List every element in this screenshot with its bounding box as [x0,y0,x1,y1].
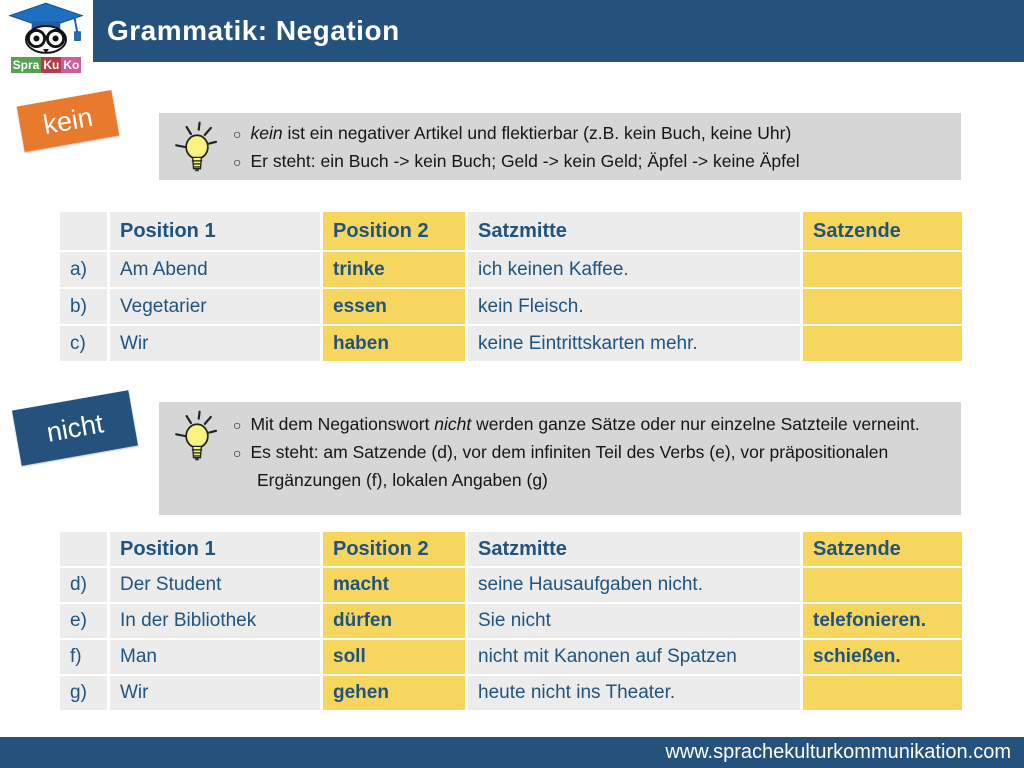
position2-cell: soll [322,639,467,675]
bullet-circle-icon: ○ [233,445,242,461]
position2-cell: gehen [322,675,467,711]
bullet-circle-icon: ○ [233,126,242,142]
note-line [233,439,923,494]
table-row [59,603,964,639]
satzmitte-cell: heute nicht ins Theater. [467,675,802,711]
position2-cell: trinke [322,251,467,288]
position2-cell: macht [322,567,467,603]
position1-cell: Am Abend [109,251,322,288]
column-header: Position 1 [109,211,322,251]
satzmitte-cell: nicht mit Kanonen auf Spatzen [467,639,802,675]
footer-website-link[interactable]: www.sprachekulturkommunikation.com [665,741,1011,763]
column-header: Position 1 [109,531,322,567]
row-label-cell: g) [59,675,109,711]
position1-cell: Wir [109,325,322,362]
kein-sentence-table [57,210,965,363]
satzende-cell [802,288,964,325]
satzmitte-cell: keine Eintrittskarten mehr. [467,325,802,362]
lightbulb-icon [171,118,223,176]
satzende-cell: telefonieren. [802,603,964,639]
row-label-cell: c) [59,325,109,362]
column-header: Satzmitte [467,531,802,567]
logo-part-spra: Spra [12,58,40,72]
logo-wordmark [2,57,90,73]
satzmitte-cell: kein Fleisch. [467,288,802,325]
column-header [59,211,109,251]
bullet-circle-icon: ○ [233,154,242,170]
position1-cell: Der Student [109,567,322,603]
footer-bar [0,737,1024,768]
table-header-row [59,531,964,567]
kein-notes [233,113,933,176]
position1-cell: In der Bibliothek [109,603,322,639]
nicht-sentence-table [57,530,965,712]
position1-cell: Wir [109,675,322,711]
row-label-cell: e) [59,603,109,639]
owl-graduation-cap-icon [4,2,88,54]
table-row [59,325,964,362]
kein-info-box [159,113,961,180]
column-header [59,531,109,567]
bullet-circle-icon: ○ [233,417,242,433]
table-row [59,251,964,288]
table-header-row [59,211,964,251]
satzende-cell [802,325,964,362]
column-header: Position 2 [322,211,467,251]
note-text: werden ganze Sätze oder nur einzelne Satzteile verneint. [471,414,920,434]
satzende-cell [802,675,964,711]
logo-part-ku: Ku [43,58,60,72]
header-bar [93,0,1024,62]
position2-cell: essen [322,288,467,325]
note-keyword-italic: kein [250,123,283,143]
note-text: ist ein negativer Artikel und flektierbar (z.B. kein Buch, keine Uhr) [282,123,792,143]
nicht-badge: nicht [12,390,138,466]
table-row [59,567,964,603]
position1-cell: Vegetarier [109,288,322,325]
row-label-cell: a) [59,251,109,288]
satzende-cell [802,251,964,288]
kein-badge: kein [17,90,120,152]
column-header: Position 2 [322,531,467,567]
note-text: Er steht: ein Buch -> kein Buch; Geld -> kein Geld; Äpfel -> keine Äpfel [250,151,800,171]
note-text: Mit dem Negationswort [250,414,435,434]
nicht-notes [233,402,923,494]
satzende-cell [802,567,964,603]
row-label-cell: b) [59,288,109,325]
satzmitte-cell: ich keinen Kaffee. [467,251,802,288]
position2-cell: haben [322,325,467,362]
row-label-cell: f) [59,639,109,675]
table-row [59,675,964,711]
column-header: Satzende [802,531,964,567]
note-line [233,148,933,176]
sprakuko-logo [2,2,90,72]
note-line [233,120,933,148]
page-title: Grammatik: Negation [107,15,400,46]
column-header: Satzmitte [467,211,802,251]
column-header: Satzende [802,211,964,251]
row-label-cell: d) [59,567,109,603]
lightbulb-icon [171,407,223,465]
nicht-info-box [159,402,961,515]
satzmitte-cell: seine Hausaufgaben nicht. [467,567,802,603]
logo-part-ko: Ko [63,58,80,72]
note-keyword-italic: nicht [434,414,472,434]
satzende-cell: schießen. [802,639,964,675]
note-line [233,411,923,439]
note-text: Es steht: am Satzende (d), vor dem infiniten Teil des Verbs (e), vor präpositionalen Ergänzungen (f), lokalen Angaben (g) [250,442,889,490]
satzmitte-cell: Sie nicht [467,603,802,639]
table-row [59,288,964,325]
position2-cell: dürfen [322,603,467,639]
position1-cell: Man [109,639,322,675]
table-row [59,639,964,675]
